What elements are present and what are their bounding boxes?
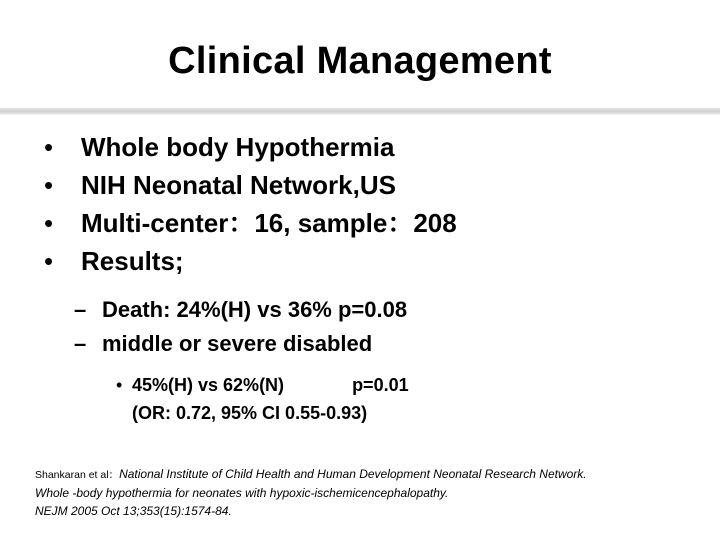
detail-p-value: p=0.01	[352, 375, 409, 395]
detail-bullet: •	[116, 375, 123, 395]
result-item	[74, 327, 407, 361]
reference-line-2: Whole -body hypothermia for neonates with hypoxic-ischemicencephalopathy.	[35, 486, 449, 500]
reference-line-1-text: National Institute of Child Health and Human Development Neonatal Research Network.	[119, 467, 587, 481]
result-dash: –	[74, 297, 87, 322]
bullet-text: Multi-center：16, sample：208	[81, 208, 457, 238]
bullet-dot: •	[44, 208, 54, 238]
detail-comparison: 45%(H) vs 62%(N)	[132, 375, 285, 395]
bullet-item	[44, 204, 457, 242]
disabled-detail-list	[116, 371, 409, 427]
main-bullet-list	[44, 128, 457, 280]
bullet-dot: •	[44, 246, 54, 276]
detail-odds-ratio: (OR: 0.72, 95% CI 0.55-0.93)	[132, 403, 368, 423]
detail-item	[116, 371, 409, 399]
reference-author: Shankaran et al：	[35, 469, 120, 481]
result-item	[74, 293, 407, 327]
bullet-item	[44, 242, 457, 280]
reference-line-1	[35, 465, 587, 484]
title-divider	[0, 108, 720, 115]
reference-citation	[35, 465, 587, 520]
bullet-text: NIH Neonatal Network,US	[81, 170, 396, 200]
slide-title: Clinical Management	[168, 40, 552, 82]
bullet-item	[44, 128, 457, 166]
result-dash: –	[74, 331, 87, 356]
result-text: Death: 24%(H) vs 36% p=0.08	[102, 297, 408, 322]
bullet-dot: •	[44, 170, 54, 200]
bullet-dot: •	[44, 132, 54, 162]
result-text: middle or severe disabled	[102, 331, 373, 356]
bullet-text: Results;	[81, 246, 184, 276]
bullet-item	[44, 166, 457, 204]
bullet-text: Whole body Hypothermia	[81, 132, 395, 162]
reference-line-3: NEJM 2005 Oct 13;353(15):1574-84.	[35, 504, 232, 518]
results-sub-list	[74, 293, 407, 361]
